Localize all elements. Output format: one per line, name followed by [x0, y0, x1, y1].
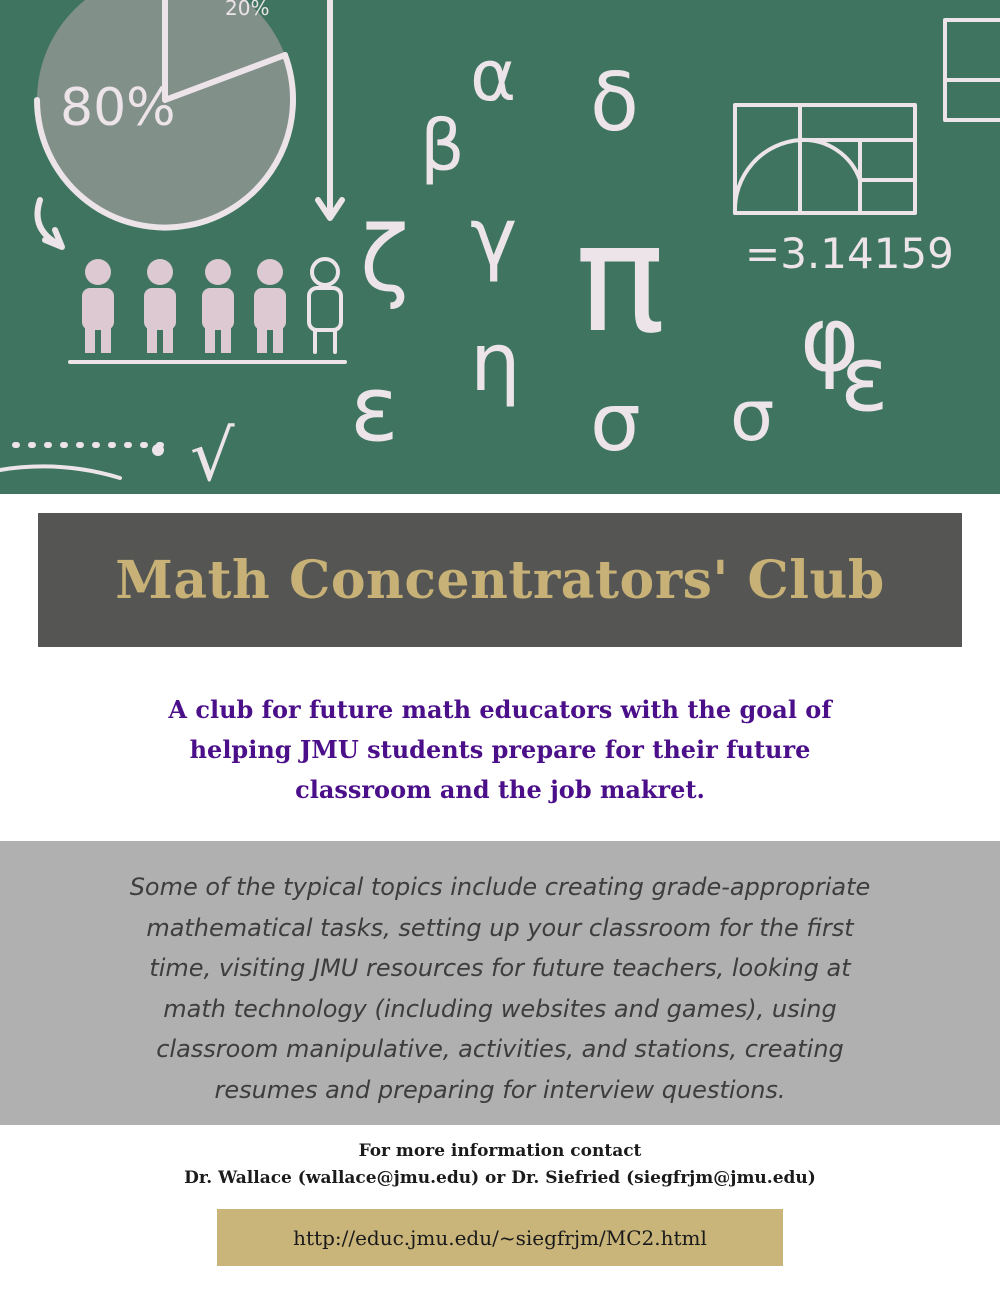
url-banner — [217, 1209, 783, 1266]
people-icons-drawing — [70, 259, 345, 362]
topics-panel — [0, 841, 1000, 1125]
tagline-line: helping JMU students prepare for their future — [189, 735, 811, 764]
svg-text:√: √ — [190, 415, 235, 494]
svg-text:δ: δ — [590, 56, 639, 149]
topics-line: classroom manipulative, activities, and stations, creating — [156, 1035, 844, 1063]
pie-small-label: 20% — [225, 0, 270, 20]
topics-description — [30, 867, 970, 1110]
svg-text:α: α — [470, 35, 517, 117]
contact-emails[interactable]: Dr. Wallace (wallace@jmu.edu) or Dr. Siefried (siegfrjm@jmu.edu) — [184, 1168, 816, 1188]
topics-line: time, visiting JMU resources for future teachers, looking at — [149, 954, 851, 982]
contact-heading: For more information contact — [358, 1141, 642, 1161]
svg-text:γ: γ — [470, 191, 518, 284]
pie-chart-drawing — [37, 0, 293, 228]
chalk-curve-drawing — [0, 466, 120, 478]
topics-line: Some of the typical topics include creating grade-appropriate — [129, 873, 871, 901]
contact-info — [0, 1138, 1000, 1192]
svg-text:π: π — [575, 192, 666, 366]
chalkboard-drawing — [0, 0, 1000, 494]
svg-text:ζ: ζ — [360, 207, 409, 312]
chalkboard-header-image — [0, 0, 1000, 494]
svg-text:ε: ε — [350, 357, 399, 462]
topics-line: resumes and preparing for interview questions. — [214, 1075, 786, 1104]
svg-text:β: β — [420, 105, 465, 187]
svg-text:η: η — [470, 316, 521, 409]
arrow-down-drawing — [318, 0, 342, 218]
website-link[interactable]: http://educ.jmu.edu/~siegfrjm/MC2.html — [293, 1225, 707, 1250]
svg-text:σ: σ — [590, 376, 641, 469]
tagline — [100, 690, 900, 810]
topics-line: mathematical tasks, setting up your classroom for the first — [146, 913, 854, 942]
page-title: Math Concentrators' Club — [115, 549, 885, 611]
svg-text:σ: σ — [730, 375, 775, 457]
topics-line: math technology (including websites and games), using — [163, 994, 837, 1023]
arrow-left-drawing — [38, 200, 63, 247]
golden-ratio-drawing — [735, 20, 1000, 213]
title-banner — [38, 513, 962, 647]
svg-text:φ: φ — [800, 287, 860, 392]
tagline-line: classroom and the job makret. — [295, 775, 705, 804]
pi-value-text: =3.14159 — [745, 229, 954, 278]
pie-percent-label: 80% — [60, 78, 176, 138]
svg-text:ε: ε — [840, 327, 889, 432]
tagline-line: A club for future math educators with the goal of — [168, 695, 832, 724]
